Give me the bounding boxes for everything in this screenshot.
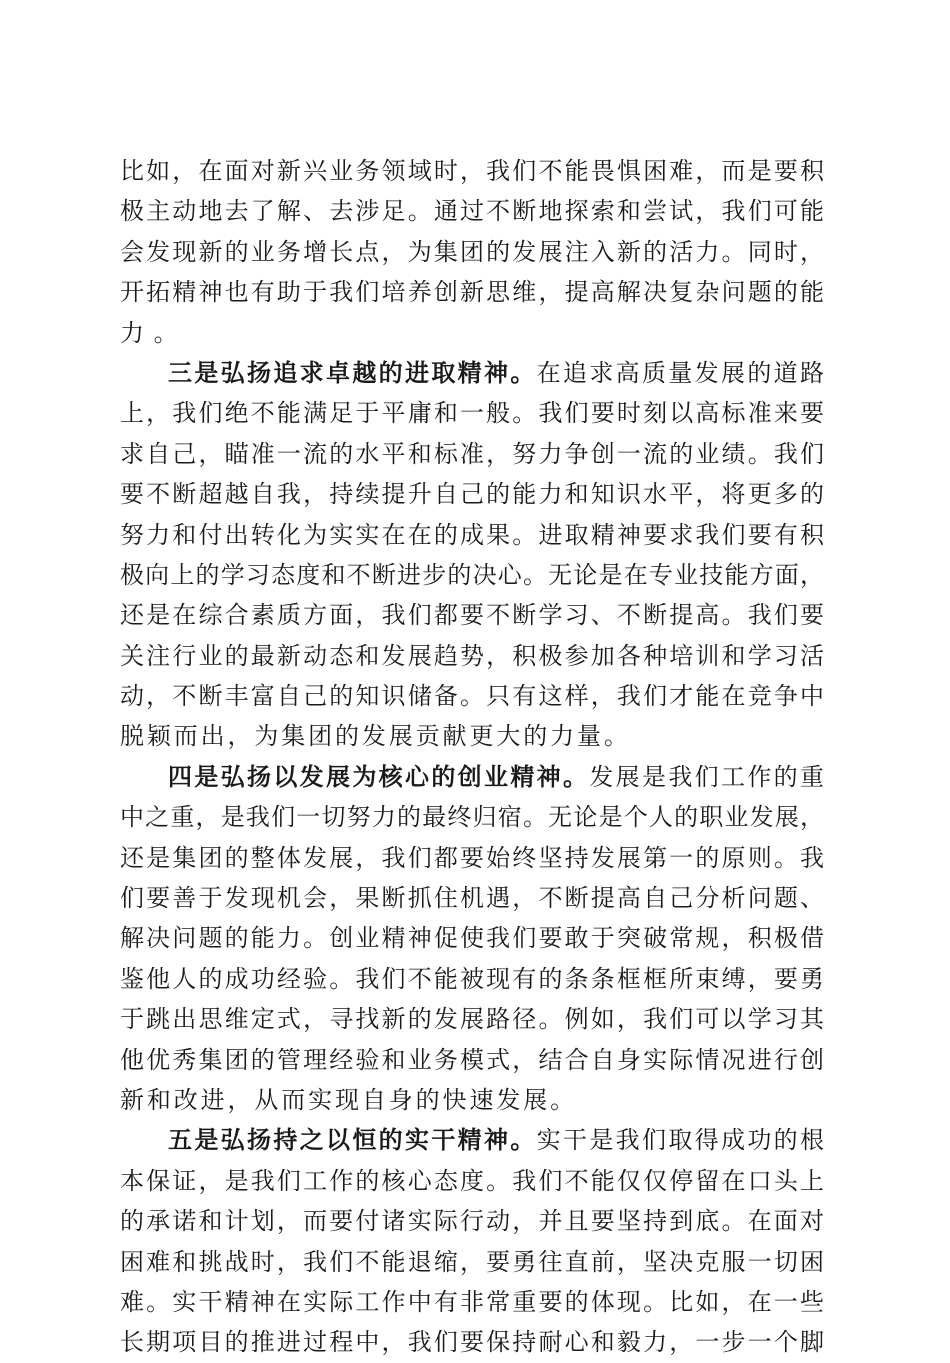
text-line: 中之重，是我们一切努力的最终归宿。无论是个人的职业发展， (120, 803, 824, 832)
text-line: 新和改进，从而实现自身的快速发展。 (120, 1085, 577, 1114)
text-line: 求自己，瞄准一流的水平和标准，努力争创一流的业绩。我们 (120, 439, 824, 468)
text-line: 脱颖而出，为集团的发展贡献更大的力量。 (120, 722, 631, 751)
text-line: 极主动地去了解、去涉足。通过不断地探索和尝试，我们可能 (120, 197, 824, 226)
text-line: 上，我们绝不能满足于平庸和一般。我们要时刻以高标准来要 (120, 399, 824, 428)
text-line: 难。实干精神在实际工作中有非常重要的体现。比如，在一些 (120, 1287, 824, 1316)
text-line: 本保证，是我们工作的核心态度。我们不能仅仅停留在口头上 (120, 1166, 824, 1195)
section-heading-line (120, 353, 824, 393)
text-line: 力。 (120, 318, 188, 347)
text-line: 开拓精神也有助于我们培养创新思维，提高解决复杂问题的能 (120, 278, 824, 307)
text-line: 会发现新的业务增长点，为集团的发展注入新的活力。同时， (120, 237, 824, 266)
text-line: 还是集团的整体发展，我们都要始终坚持发展第一的原则。我 (120, 843, 824, 872)
text-line: 长期项目的推进过程中，我们要保持耐心和毅力，一步一个脚 (120, 1328, 824, 1357)
text-line: 比如，在面对新兴业务领域时，我们不能畏惧困难，而是要积 (120, 157, 824, 185)
text-line: 的承诺和计划，而要付诸实际行动，并且要坚持到底。在面对 (120, 1207, 824, 1236)
text-line: 们要善于发现机会，果断抓住机遇，不断提高自己分析问题、 (120, 884, 824, 913)
text-line: 要不断超越自我，持续提升自己的能力和知识水平，将更多的 (120, 480, 824, 509)
text-line: 解决问题的能力。创业精神促使我们要敢于突破常规，积极借 (120, 924, 824, 953)
text-line: 还是在综合素质方面，我们都要不断学习、不断提高。我们要 (120, 601, 824, 630)
text-line: 他优秀集团的管理经验和业务模式，结合自身实际情况进行创 (120, 1045, 824, 1074)
text-line: 鉴他人的成功经验。我们不能被现有的条条框框所束缚，要勇 (120, 964, 824, 993)
section-heading: 三是弘扬追求卓越的进取精神。 (168, 357, 537, 387)
text-run: 在追求高质量发展的道路 (536, 358, 825, 387)
text-line: 极向上的学习态度和不断进步的决心。无论是在专业技能方面， (120, 560, 824, 589)
section-heading-line (120, 757, 824, 797)
text-run: 发展是我们工作的重 (589, 762, 825, 791)
section-heading: 四是弘扬以发展为核心的创业精神。 (168, 761, 590, 791)
text-line: 于跳出思维定式，寻找新的发展路径。例如，我们可以学习其 (120, 1005, 824, 1034)
section-heading-line (120, 1120, 824, 1160)
text-line: 困难和挑战时，我们不能退缩，要勇往直前，坚决克服一切困 (120, 1247, 824, 1276)
text-line: 努力和付出转化为实实在在的成果。进取精神要求我们要有积 (120, 520, 824, 549)
section-heading: 五是弘扬持之以恒的实干精神。 (168, 1125, 537, 1155)
body-text (120, 151, 824, 1363)
text-line: 动，不断丰富自己的知识储备。只有这样，我们才能在竞争中 (120, 682, 824, 711)
text-run: 实干是我们取得成功的根 (536, 1126, 825, 1155)
text-line: 关注行业的最新动态和发展趋势，积极参加各种培训和学习活 (120, 641, 824, 670)
